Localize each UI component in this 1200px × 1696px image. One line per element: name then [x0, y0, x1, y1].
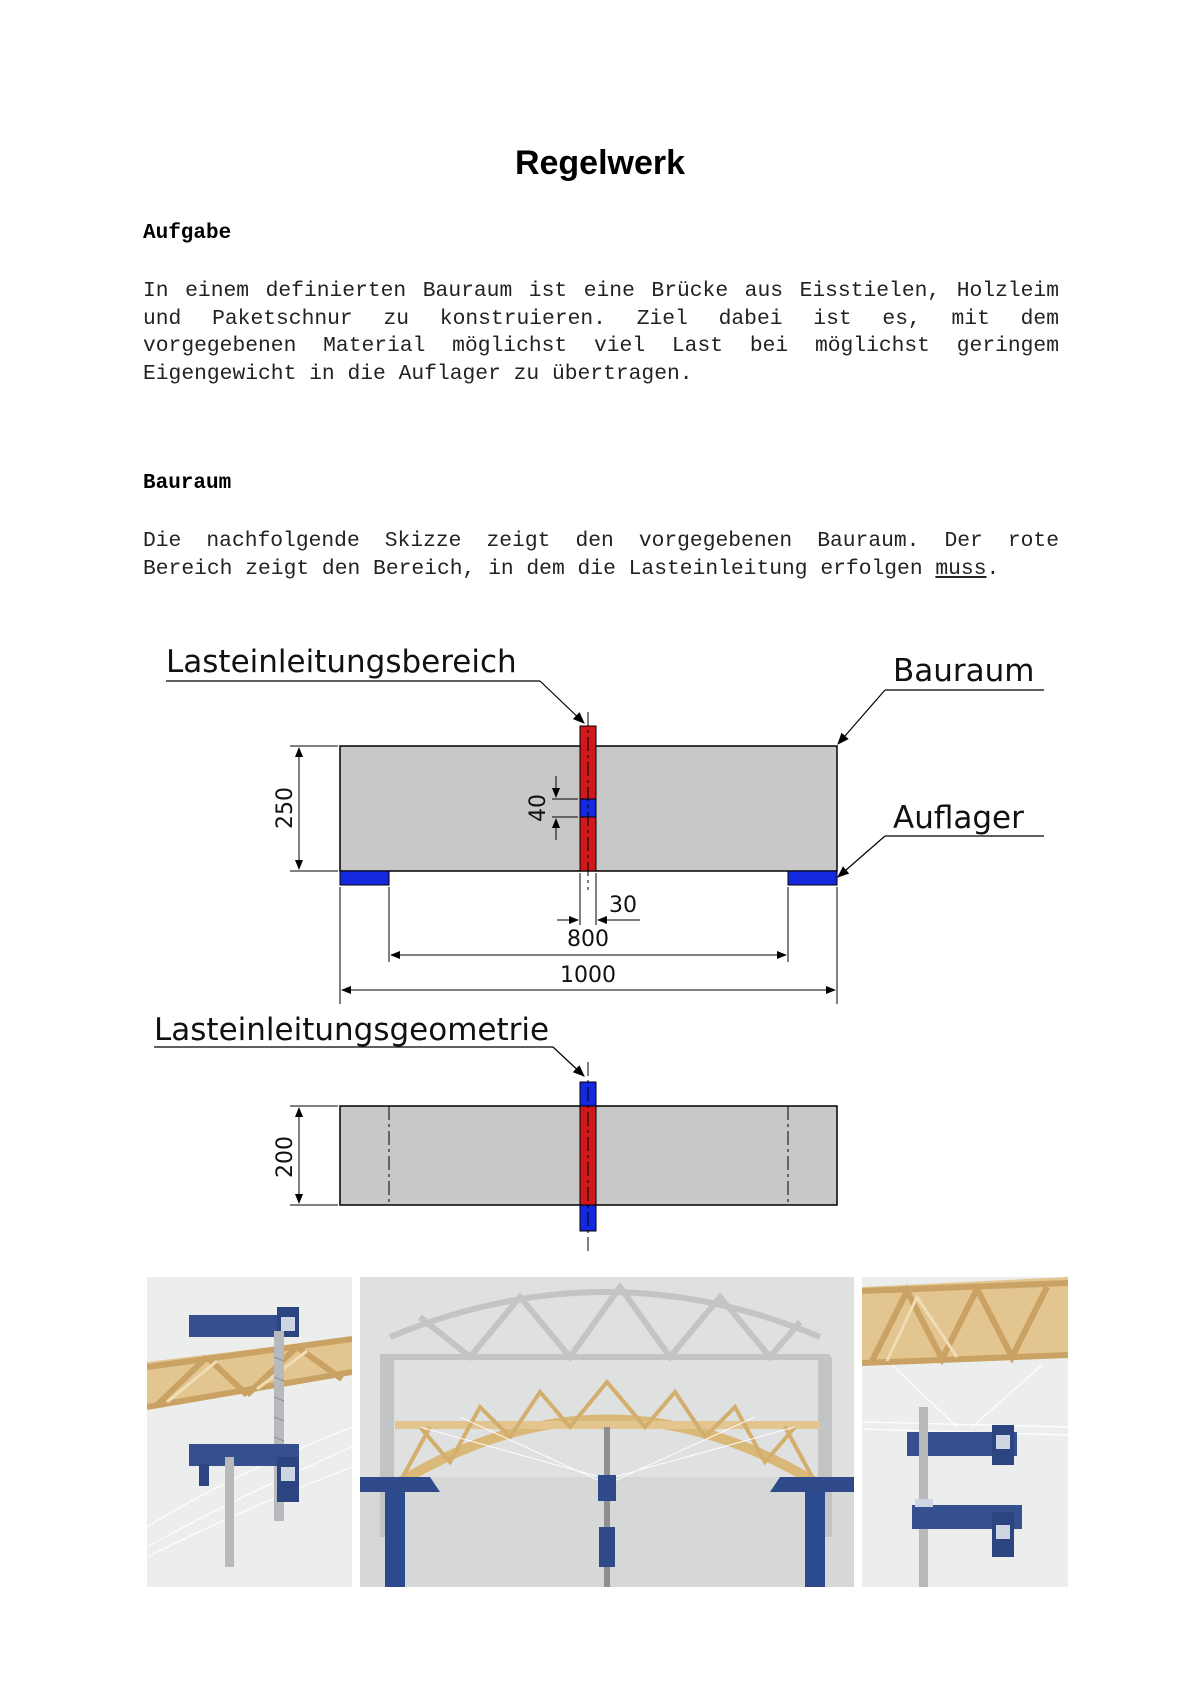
- dim-text-250: 250: [273, 787, 298, 829]
- paragraph-aufgabe: In einem definierten Bauraum ist eine Brücke aus Eisstielen, Holzleim und Paketschnur zu konstruieren. Ziel dabei ist es, mit dem vorgegebenen Material möglichst viel Last bei möglichst geringem Eigengewicht in die Auflager zu übertragen.: [143, 279, 1059, 386]
- dim-text-1000: 1000: [560, 963, 616, 988]
- clamp-photo-right-art: [862, 1277, 1068, 1587]
- underlined-word: muss: [935, 556, 987, 581]
- clamp-photo-right: [862, 1277, 1068, 1587]
- label-geometry: Lasteinleitungsgeometrie: [154, 1012, 550, 1048]
- clamp-photo-left-art: [147, 1277, 352, 1587]
- dim-text-30: 30: [609, 893, 637, 918]
- paragraph-bauraum-end: .: [986, 556, 1000, 581]
- dim-text-200: 200: [273, 1136, 298, 1178]
- leader-space-arrow: [838, 690, 885, 744]
- support-right: [788, 871, 837, 885]
- support-left: [340, 871, 389, 885]
- clamp-photo-left: [147, 1277, 352, 1587]
- label-space: Bauraum: [893, 653, 1035, 689]
- dim-text-40: 40: [526, 794, 551, 822]
- dim-text-800: 800: [567, 927, 609, 952]
- page-title: Regelwerk: [514, 144, 686, 182]
- label-load-area: Lasteinleitungsbereich: [166, 644, 517, 680]
- leader-load-area-arrow: [540, 681, 584, 723]
- paragraph-bauraum-text: Die nachfolgende Skizze zeigt den vorgegebenen Bauraum. Der rote Bereich zeigt den Bereich, in dem die Lasteinleitung erfolgen: [143, 529, 1059, 581]
- leader-geometry-arrow: [553, 1047, 584, 1076]
- bridge-photo-center: [360, 1277, 854, 1587]
- bridge-photo-center-art: [360, 1277, 854, 1587]
- heading-aufgabe: Aufgabe: [143, 222, 232, 245]
- heading-bauraum: Bauraum: [143, 472, 232, 495]
- leader-supports-arrow: [838, 836, 885, 877]
- label-supports: Auflager: [893, 800, 1024, 836]
